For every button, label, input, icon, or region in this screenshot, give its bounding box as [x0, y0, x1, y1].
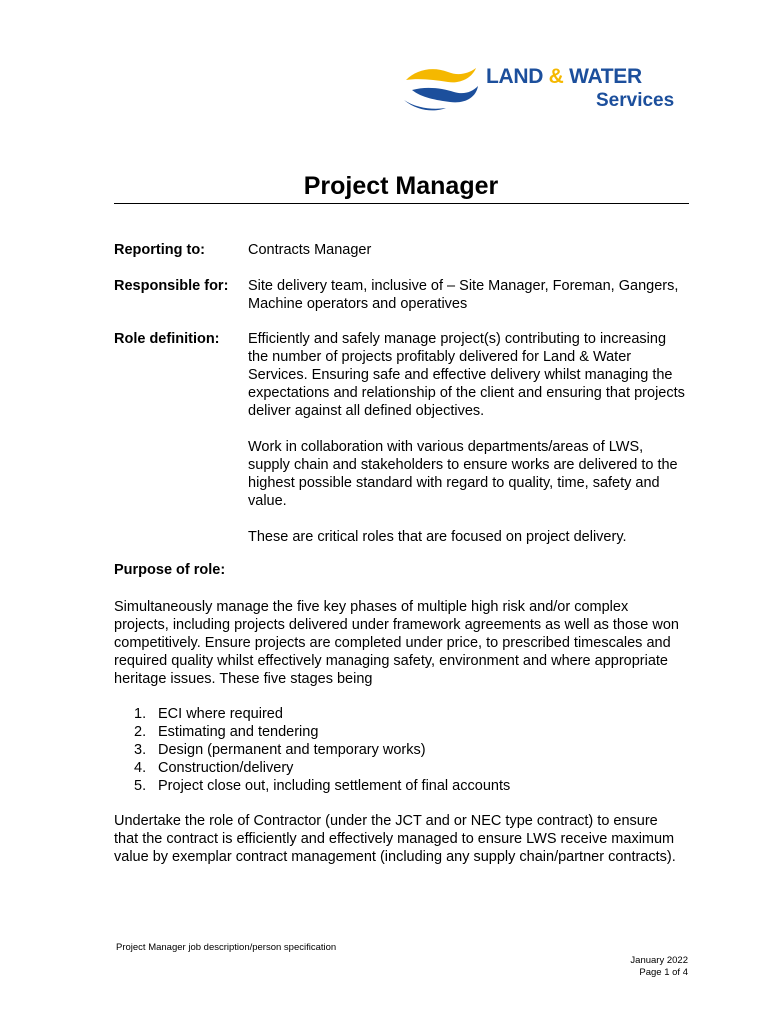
list-item: 1. ECI where required	[134, 706, 283, 722]
title-divider	[114, 203, 689, 204]
footer-meta	[630, 955, 688, 979]
list-item: 3. Design (permanent and temporary works)	[134, 742, 426, 758]
reporting-to-value: Contracts Manager	[248, 242, 372, 258]
footer-date: January 2022	[630, 955, 688, 966]
reporting-to-label: Reporting to:	[114, 242, 206, 258]
list-item: 5. Project close out, including settlement of final accounts	[134, 778, 511, 794]
role-definition-paragraph: Efficiently and safely manage project(s) contributing to increasing the number of projects profitably delivered for Land & Water Services. Ensuring safe and effective delivery whilst managing the expectations and relationship of the client and ensuring that projects deliver against all defined objectives.	[248, 331, 685, 419]
footer-page-number: Page 1 of 4	[639, 967, 688, 978]
logo-subtitle: Services	[596, 90, 675, 111]
role-definition-paragraph: These are critical roles that are focused on project delivery.	[248, 529, 627, 545]
responsible-for-label: Responsible for:	[114, 278, 229, 294]
logo-wave-icon	[402, 62, 480, 112]
list-item: 2. Estimating and tendering	[134, 724, 319, 740]
logo-wordmark: LAND & WATER	[486, 65, 642, 88]
company-logo	[402, 62, 682, 114]
document-title: Project Manager	[303, 172, 499, 200]
purpose-heading: Purpose of role:	[114, 562, 226, 578]
footer-document-name: Project Manager job description/person specification	[116, 942, 337, 953]
purpose-intro: Simultaneously manage the five key phases of multiple high risk and/or complex projects, including projects delivered under framework agreements as well as those won competitively. Ensure projects are completed under price, to prescribed timescales and required quality whilst effectively managing safety, environment and where appropriate heritage issues. These five stages being	[114, 599, 679, 687]
role-definition-paragraph: Work in collaboration with various departments/areas of LWS, supply chain and stakeholders to ensure works are delivered to the highest possible standard with regard to quality, time, safety and value.	[248, 439, 678, 509]
role-definition-label: Role definition:	[114, 331, 220, 347]
purpose-closing: Undertake the role of Contractor (under the JCT and or NEC type contract) to ensure that the contract is efficiently and effectively managed to ensure LWS receive maximum value by exemplar contract management (including any supply chain/partner contracts).	[114, 813, 676, 865]
role-definition-text	[248, 330, 688, 546]
responsible-for-value: Site delivery team, inclusive of – Site Manager, Foreman, Gangers, Machine operators and operatives	[248, 278, 679, 312]
list-item: 4. Construction/delivery	[134, 760, 294, 776]
stages-list	[114, 705, 510, 795]
